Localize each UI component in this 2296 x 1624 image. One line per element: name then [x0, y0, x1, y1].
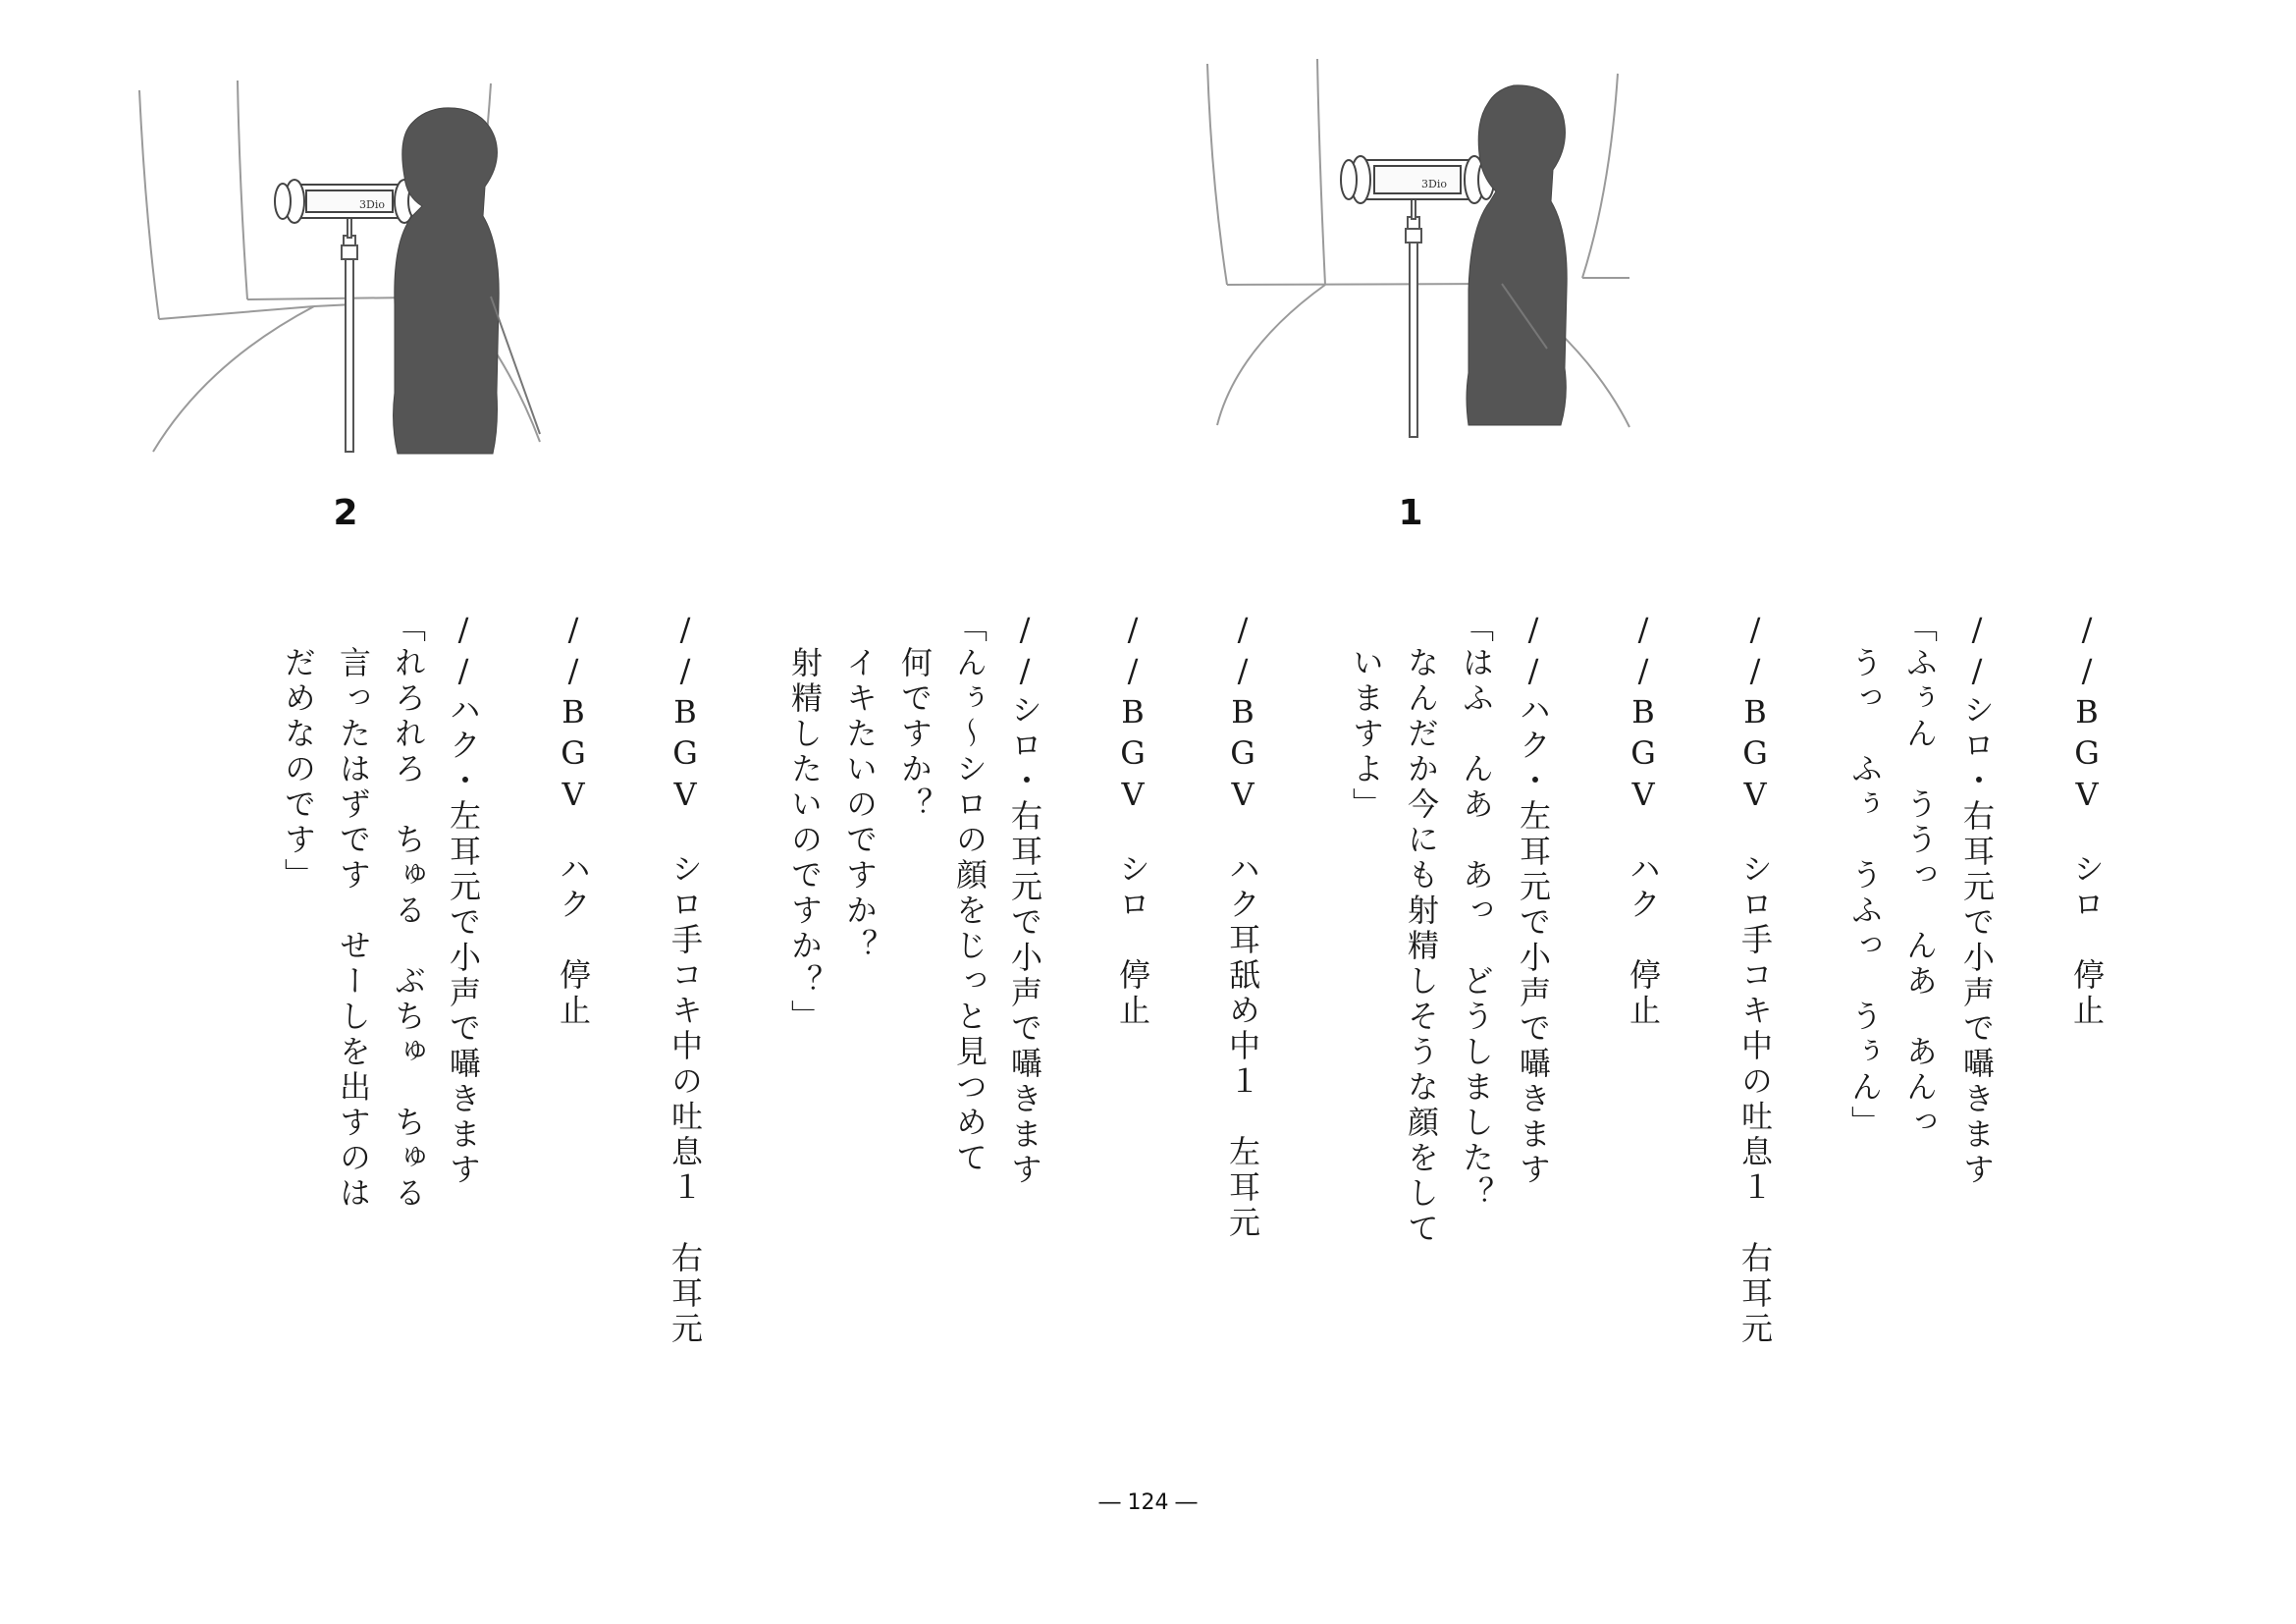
script-line: //BGV シロ手コキ中の吐息１ 右耳元: [1736, 611, 1774, 1347]
illustration-panel-2: [118, 69, 579, 533]
script-line: //ハク・左耳元で小声で囁きます: [445, 611, 482, 1188]
script-line: //シロ・右耳元で小声で囁きます: [1006, 611, 1043, 1188]
script-line: 「んぅ～シロの顔をじっと見つめて: [951, 611, 988, 1176]
panel-number-2: 2: [333, 493, 358, 533]
script-line: 「れろれろ ちゅる ぶちゅ ちゅる: [390, 611, 427, 1212]
script-line: 言ったはずです せーしを出すのは: [335, 611, 372, 1212]
script-line: なんだか今にも射精しそうな顔をして: [1403, 611, 1440, 1247]
panel-number-1: 1: [1398, 493, 1423, 533]
script-line: いますよ」: [1348, 611, 1385, 823]
script-line: 「ふぅん ううっ んあ あんっ: [1901, 611, 1939, 1141]
mic-brand-label: 3Dio: [359, 198, 385, 211]
script-line: //ハク・左耳元で小声で囁きます: [1515, 611, 1552, 1188]
script-line: イキたいのですか？: [841, 611, 879, 964]
script-line: //BGV ハク 停止: [1625, 611, 1662, 1029]
script-line: //BGV シロ手コキ中の吐息１ 右耳元: [667, 611, 704, 1347]
binaural-mic-scene-illustration: [1198, 54, 1659, 447]
script-line: //BGV ハク 停止: [555, 611, 592, 1029]
binaural-mic-scene-illustration: [118, 69, 579, 461]
script-line: うっ ふぅ うふっ うぅん」: [1846, 611, 1884, 1141]
script-line: 「はふ んあ あっ どうしました？: [1458, 611, 1495, 1212]
mic-brand-label: 3Dio: [1421, 178, 1447, 190]
page-number: ― 124 ―: [1098, 1490, 1198, 1515]
illustration-panel-1: [1198, 54, 1659, 533]
script-line: 射精したいのですか？」: [786, 611, 824, 1035]
script-line: //BGV シロ 停止: [1114, 611, 1151, 1029]
script-line: 何ですか？: [896, 611, 934, 823]
script-line: //シロ・右耳元で小声で囁きます: [1958, 611, 1996, 1188]
script-line: だめなのです」: [280, 611, 317, 893]
script-line: //BGV シロ 停止: [2068, 611, 2106, 1029]
script-line: //BGV ハク耳舐め中１ 左耳元: [1224, 611, 1261, 1241]
